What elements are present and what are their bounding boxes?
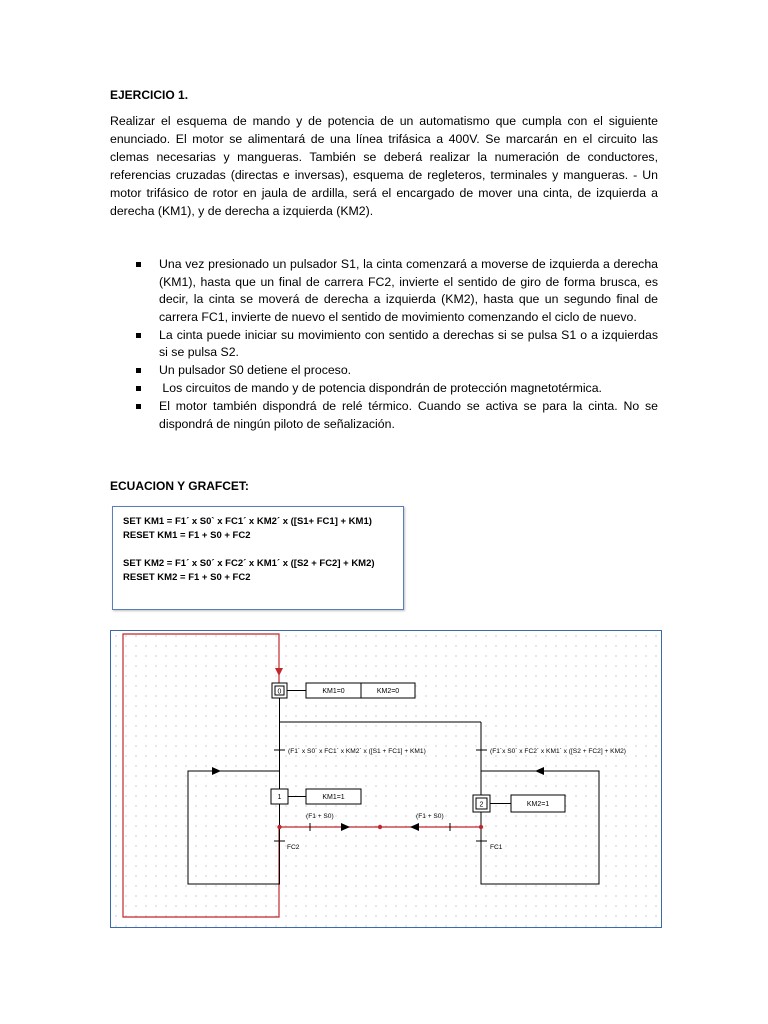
arrow-left-icon	[535, 767, 544, 775]
step-0-label: 0	[277, 688, 282, 696]
arrow-left-icon	[410, 823, 419, 831]
list-item: El motor también dispondrá de relé térmico. Cuando se activa se para la cinta. No se dispondrá de ningún piloto de señalización.	[131, 398, 658, 433]
transition-0-1-label: (F1´ x S0´ x FC1´ x KM2´ x ([S1 + FC1] + KM1)	[288, 748, 426, 755]
bullet-icon	[136, 386, 141, 391]
loop-link-left	[188, 771, 280, 884]
equation-set-km1: SET KM1 = F1´ x S0` x FC1´ x KM2´ x ([S1+ FC1] + KM1)	[123, 516, 372, 527]
arrow-down-icon	[275, 668, 283, 676]
transition-fc2-label: FC2	[287, 844, 300, 851]
step-1-label: 1	[277, 794, 282, 801]
bullet-icon	[136, 333, 141, 338]
grafcet-svg	[111, 631, 663, 929]
return-link-red	[123, 634, 279, 917]
section-title: ECUACION Y GRAFCET:	[110, 479, 249, 493]
grafcet-diagram	[110, 630, 662, 928]
step-2-label: 2	[479, 801, 484, 809]
transition-fc1-label: FC1	[490, 844, 503, 851]
bullet-icon	[136, 368, 141, 373]
equation-set-km2: SET KM2 = F1´ x S0´ x FC2´ x KM1´ x ([S2 + FC2] + KM2)	[123, 558, 375, 569]
exercise-title: EJERCICIO 1.	[110, 88, 189, 102]
action-km2-on: KM2=1	[526, 801, 550, 808]
bullet-icon	[136, 262, 141, 267]
list-item: La cinta puede iniciar su movimiento con sentido a derechas si se pulsa S1 o a izquierdas si se pulsa S2.	[131, 327, 658, 362]
reset-label-right: (F1 + S0)	[416, 813, 444, 820]
bullet-icon	[136, 404, 141, 409]
list-item: Una vez presionado un pulsador S1, la cinta comenzará a moverse de izquierda a derecha (KM1), hasta que un final de carrera FC2, invierte el sentido de giro de forma brusca, es decir, la cinta se moverá de derecha a izquierda (KM2), hasta que un segundo final de carrera FC1, invierte de nuevo el sentido de movimiento comenzando el ciclo de nuevo.	[131, 256, 658, 326]
arrow-right-icon	[212, 767, 221, 775]
equations-box	[112, 506, 404, 610]
equation-reset-km1: RESET KM1 = F1 + S0 + FC2	[123, 530, 251, 541]
requirements-list	[131, 256, 658, 434]
equation-reset-km2: RESET KM2 = F1 + S0 + FC2	[123, 572, 251, 583]
transition-0-2-label: (F1´x S0´ x FC2´ x KM1´ x ([S2 + FC2] + KM2)	[490, 748, 626, 755]
reset-label-left: (F1 + S0)	[306, 813, 334, 820]
loop-link-right	[481, 771, 599, 884]
list-item: Los circuitos de mando y de potencia dispondrán de protección magnetotérmica.	[131, 380, 658, 398]
action-km1-off: KM1=0	[322, 688, 345, 695]
exercise-statement: Realizar el esquema de mando y de potencia de un automatismo que cumpla con el siguiente enunciado. El motor se alimentará de una línea trifásica a 400V. Se marcarán en el circuito las clemas necesarias y mangueras. También se deberá realizar la numeración de conductores, referencias cruzadas (directas e inversas), esquema de regleteros, terminales y mangueras. - Un motor trifásico de rotor en jaula de ardilla, será el encargado de mover una cinta, de izquierda a derecha (KM1), y de derecha a izquierda (KM2).	[110, 114, 658, 218]
action-km1-on: KM1=1	[322, 794, 345, 801]
action-km2-off: KM2=0	[376, 688, 400, 695]
arrow-right-icon	[341, 823, 350, 831]
list-item: Un pulsador S0 detiene el proceso.	[131, 362, 658, 380]
